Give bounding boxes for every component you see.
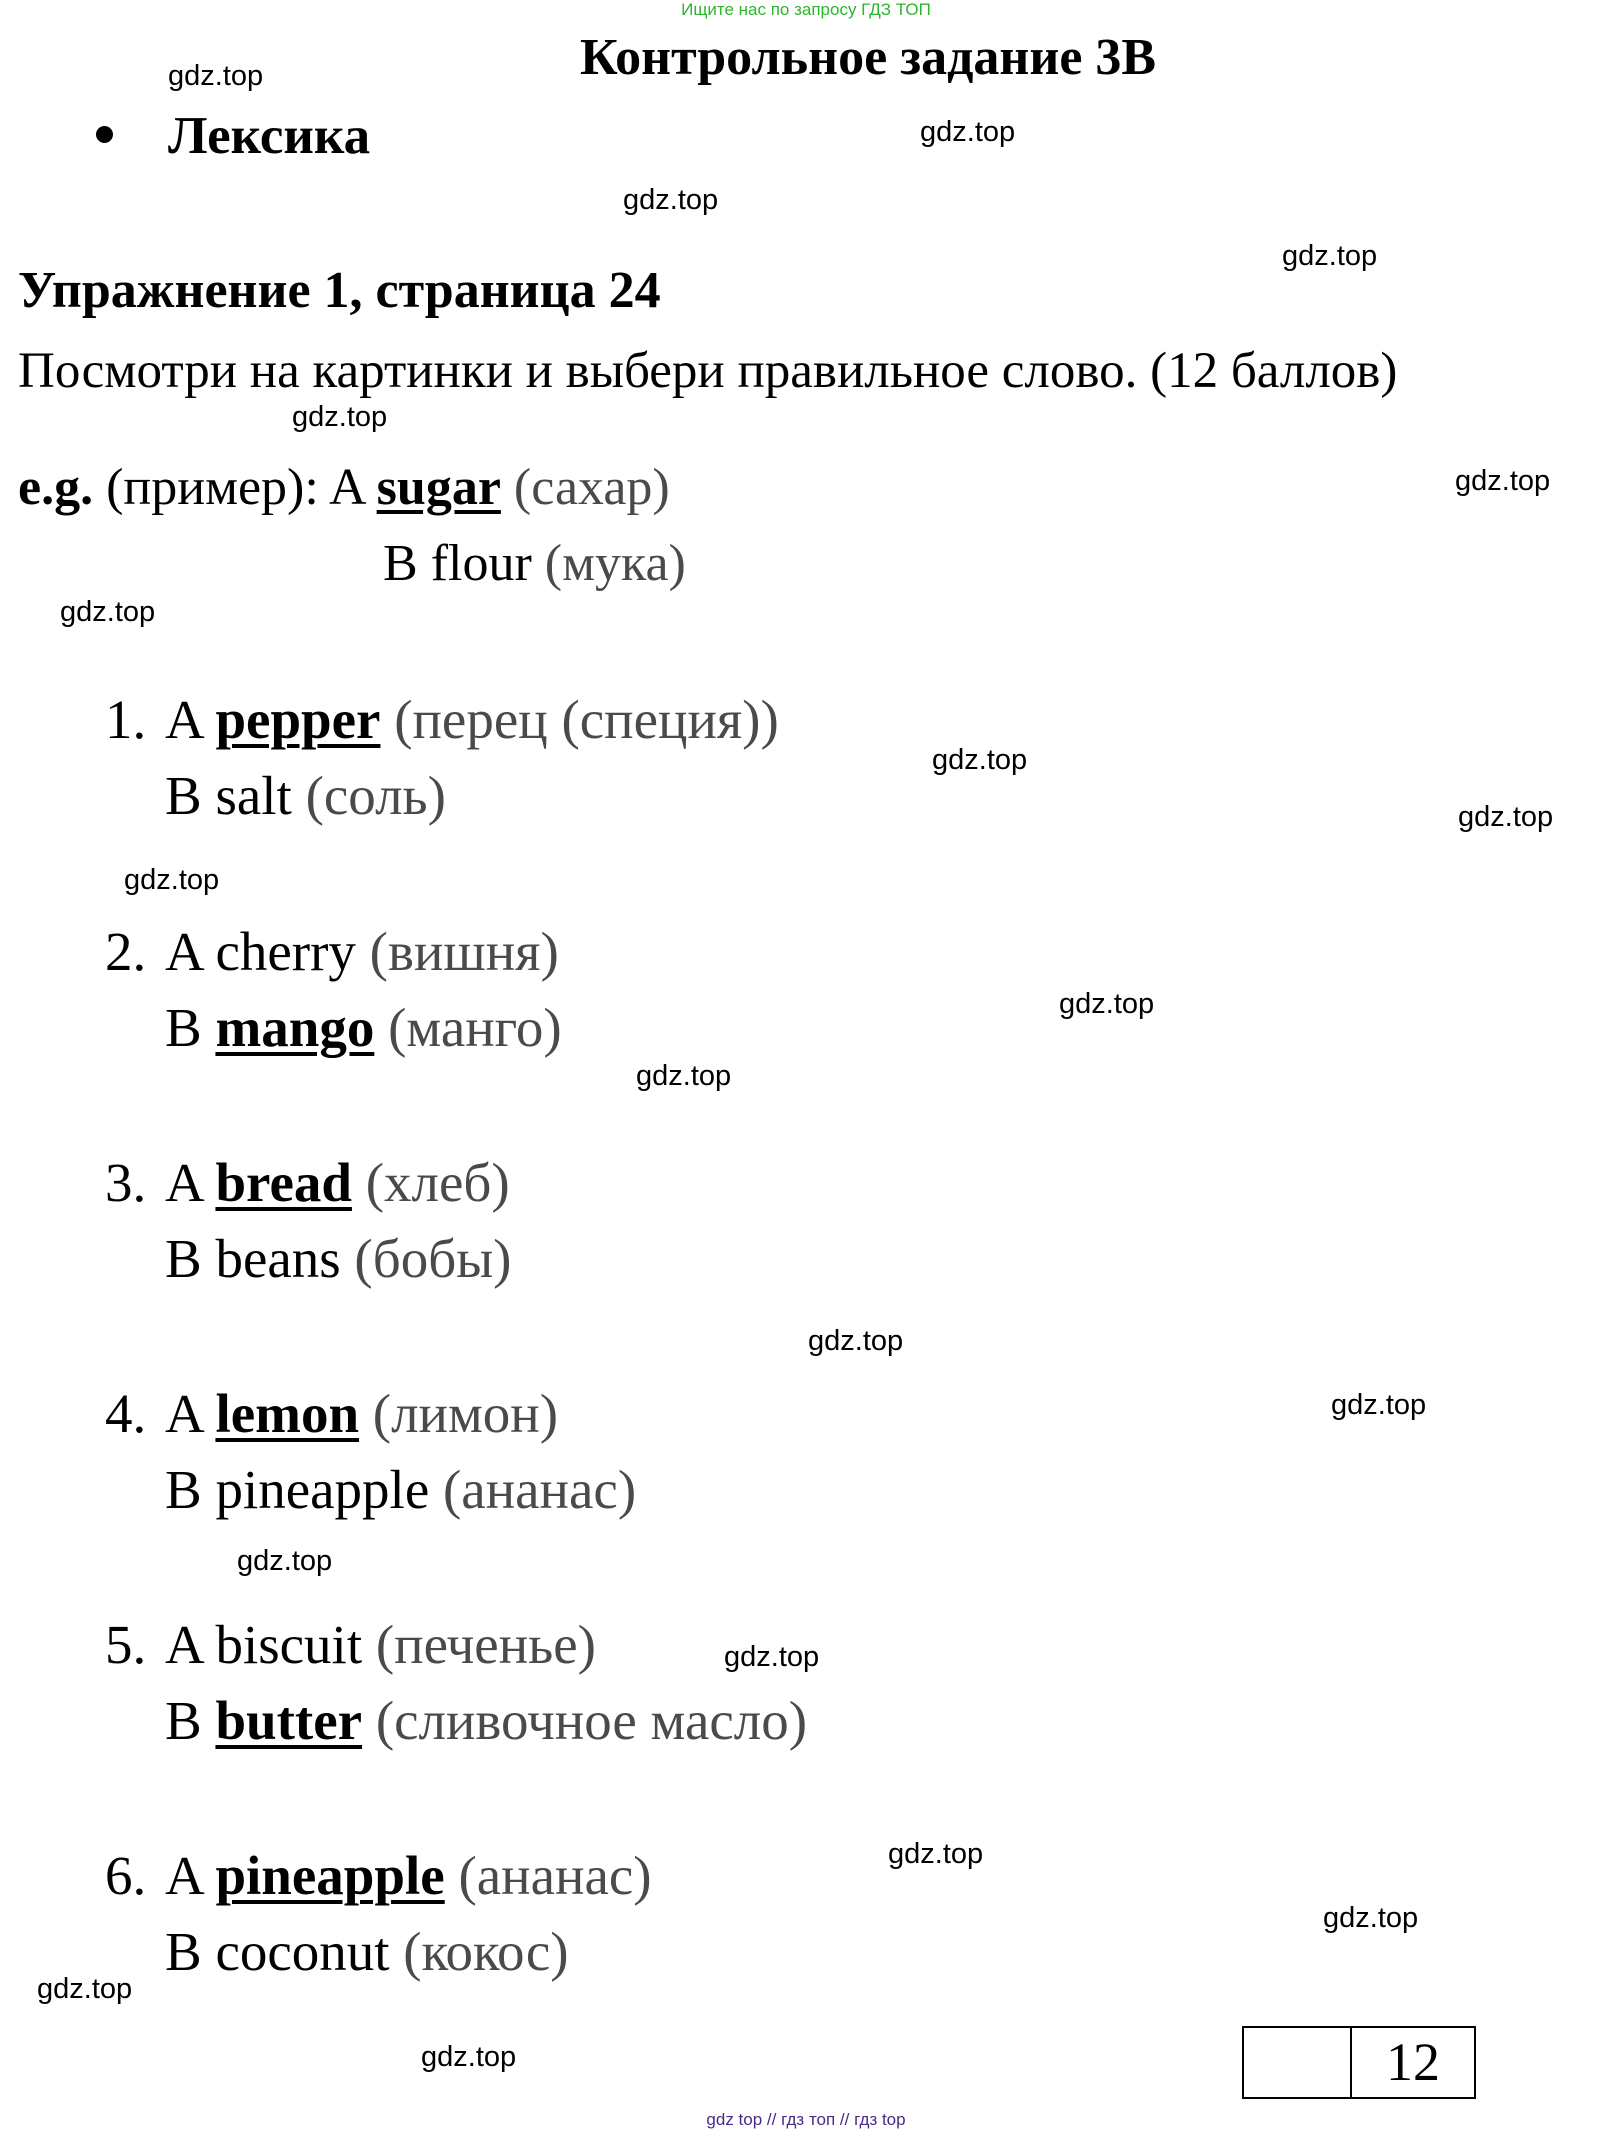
watermark: gdz.top <box>1059 988 1155 1020</box>
item-4-answer: lemon <box>215 1383 360 1444</box>
example-label: e.g. <box>18 459 94 516</box>
watermark: gdz.top <box>808 1325 904 1357</box>
watermark: gdz.top <box>1323 1902 1419 1934</box>
watermark: gdz.top <box>1282 240 1378 272</box>
example-answer: sugar <box>376 459 501 516</box>
watermark: gdz.top <box>60 596 156 628</box>
score-box <box>1242 2026 1476 2099</box>
item-1-answer: pepper <box>215 689 381 750</box>
watermark: gdz.top <box>724 1641 820 1673</box>
watermark: gdz.top <box>1455 465 1551 497</box>
score-value: 12 <box>1386 2032 1440 2092</box>
watermark: gdz.top <box>168 60 264 92</box>
watermark: gdz.top <box>421 2041 517 2073</box>
top-banner: Ищите нас по запросу ГДЗ ТОП <box>681 0 931 19</box>
item-3-b: B beans (бобы) <box>165 1228 512 1289</box>
watermark: gdz.top <box>1458 801 1554 833</box>
watermark: gdz.top <box>292 401 388 433</box>
item-6-b: B coconut (кокос) <box>165 1921 569 1982</box>
item-2-a: 2. A cherry (вишня) <box>105 921 559 982</box>
instruction: Посмотри на картинки и выбери правильное слово. (12 баллов) <box>18 343 1398 399</box>
item-2-answer: mango <box>215 997 375 1058</box>
watermark: gdz.top <box>37 1973 133 2005</box>
item-5-a: 5. A biscuit (печенье) <box>105 1614 596 1675</box>
score-empty-cell <box>1244 2028 1352 2097</box>
item-1-b: B salt (соль) <box>165 765 446 826</box>
item-3-a: 3. A bread (хлеб) <box>105 1152 510 1213</box>
watermark: gdz.top <box>1331 1389 1427 1421</box>
item-5-b: B butter (сливочное масло) <box>165 1690 808 1751</box>
item-4-b: B pineapple (ананас) <box>165 1459 637 1520</box>
watermark: gdz.top <box>888 1838 984 1870</box>
watermark: gdz.top <box>920 116 1016 148</box>
section-label: Лексика <box>168 107 371 165</box>
page-title: Контрольное задание 3В <box>580 29 1157 86</box>
watermark: gdz.top <box>124 864 220 896</box>
watermark: gdz.top <box>932 744 1028 776</box>
exercise-heading: Упражнение 1, страница 24 <box>18 262 661 319</box>
item-2-b: B mango (манго) <box>165 997 562 1058</box>
example-line-b: B flour (мука) <box>383 535 686 592</box>
item-6-answer: pineapple <box>215 1845 445 1906</box>
item-3-answer: bread <box>215 1152 352 1213</box>
watermark: gdz.top <box>623 184 719 216</box>
item-1-a: 1. A pepper (перец (специя)) <box>105 689 779 750</box>
example-line-a: e.g. (пример): A sugar (сахар) <box>18 459 670 516</box>
example-label-note: (пример): <box>106 459 319 516</box>
watermark: gdz.top <box>636 1060 732 1092</box>
watermark: gdz.top <box>237 1545 333 1577</box>
bullet-icon <box>96 126 113 143</box>
item-4-a: 4. A lemon (лимон) <box>105 1383 559 1444</box>
item-5-answer: butter <box>215 1690 363 1751</box>
footer: gdz top // гдз топ // гдз top <box>706 2110 906 2129</box>
item-6-a: 6. A pineapple (ананас) <box>105 1845 652 1906</box>
